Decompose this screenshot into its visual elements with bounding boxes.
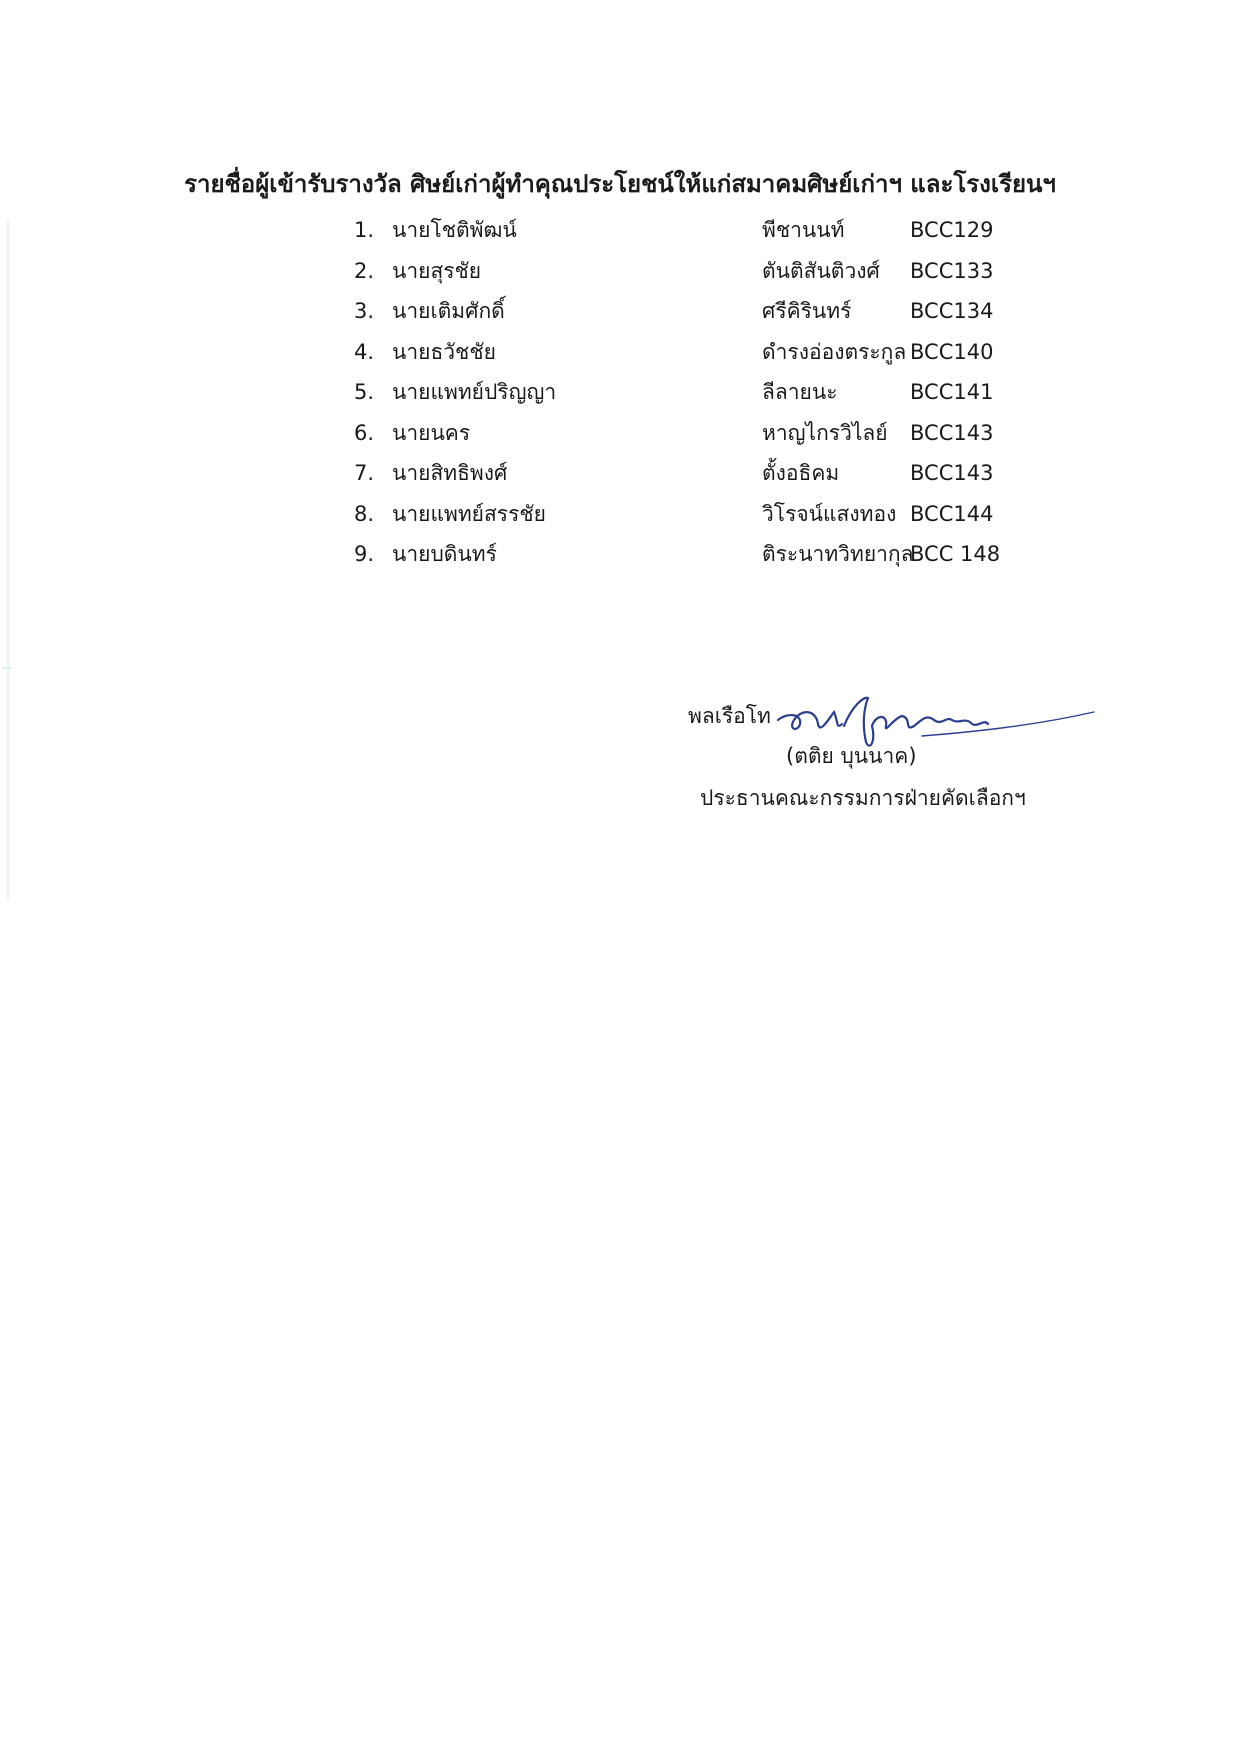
item-first-name: นายแพทย์สรรชัย	[392, 501, 546, 526]
signatory-rank: พลเรือโท	[688, 704, 771, 728]
item-number: 4.	[354, 339, 375, 364]
item-number: 8.	[354, 501, 375, 526]
item-number: 7.	[354, 461, 375, 485]
item-first-name: นายแพทย์ปริญญา	[392, 380, 557, 404]
item-code: BCC134	[910, 299, 994, 323]
signature-block	[0, 690, 1240, 830]
item-number: 2.	[354, 258, 375, 283]
item-first-name: นายนคร	[392, 420, 471, 445]
item-first-name: นายสิทธิพงศ์	[392, 461, 508, 485]
item-first-name: นายสุรชัย	[392, 258, 482, 283]
item-last-name: หาญไกรวิไลย์	[762, 420, 888, 445]
item-last-name: ดำรงอ่องตระกูล	[762, 339, 907, 364]
document-title: รายชื่อผู้เข้ารับรางวัล ศิษย์เก่าผู้ทำคุณประโยชน์ให้แก่สมาคมศิษย์เก่าฯ และโรงเรียนฯ	[184, 170, 1056, 198]
list-item	[0, 455, 1240, 491]
list-item	[0, 212, 1240, 248]
item-last-name: วิโรจน์แสงทอง	[762, 501, 897, 526]
item-first-name: นายบดินทร์	[392, 542, 497, 566]
list-item	[0, 334, 1240, 370]
item-code: BCC133	[910, 258, 994, 283]
item-code: BCC140	[910, 339, 994, 364]
list-item	[0, 536, 1240, 572]
item-number: 6.	[354, 420, 375, 445]
item-first-name: นายโชติพัฒน์	[392, 218, 517, 242]
list-item	[0, 415, 1240, 451]
item-number: 9.	[354, 542, 375, 566]
item-code: BCC129	[910, 218, 994, 242]
item-number: 3.	[354, 299, 375, 323]
item-code: BCC 148	[910, 542, 1001, 566]
item-number: 1.	[354, 218, 375, 242]
item-last-name: ตันติสันติวงศ์	[762, 258, 880, 283]
list-item	[0, 253, 1240, 289]
item-last-name: ศรีคิรินทร์	[762, 299, 852, 323]
item-number: 5.	[354, 380, 375, 404]
item-last-name: พีชานนท์	[762, 218, 845, 242]
list-item	[0, 496, 1240, 532]
item-first-name: นายธวัชชัย	[392, 339, 496, 364]
item-code: BCC143	[910, 461, 994, 485]
item-code: BCC143	[910, 420, 994, 445]
list-item	[0, 293, 1240, 329]
item-code: BCC141	[910, 380, 994, 404]
item-last-name: ติระนาทวิทยากุล	[762, 542, 914, 566]
item-first-name: นายเติมศักดิ์	[392, 299, 505, 323]
signatory-position: ประธานคณะกรรมการฝ่ายคัดเลือกฯ	[700, 786, 1026, 810]
item-last-name: ตั้งอธิคม	[762, 461, 840, 485]
list-item	[0, 374, 1240, 410]
signatory-name: (ตติย บุนนาค)	[786, 744, 917, 768]
item-last-name: ลีลายนะ	[762, 380, 838, 404]
item-code: BCC144	[910, 501, 994, 526]
